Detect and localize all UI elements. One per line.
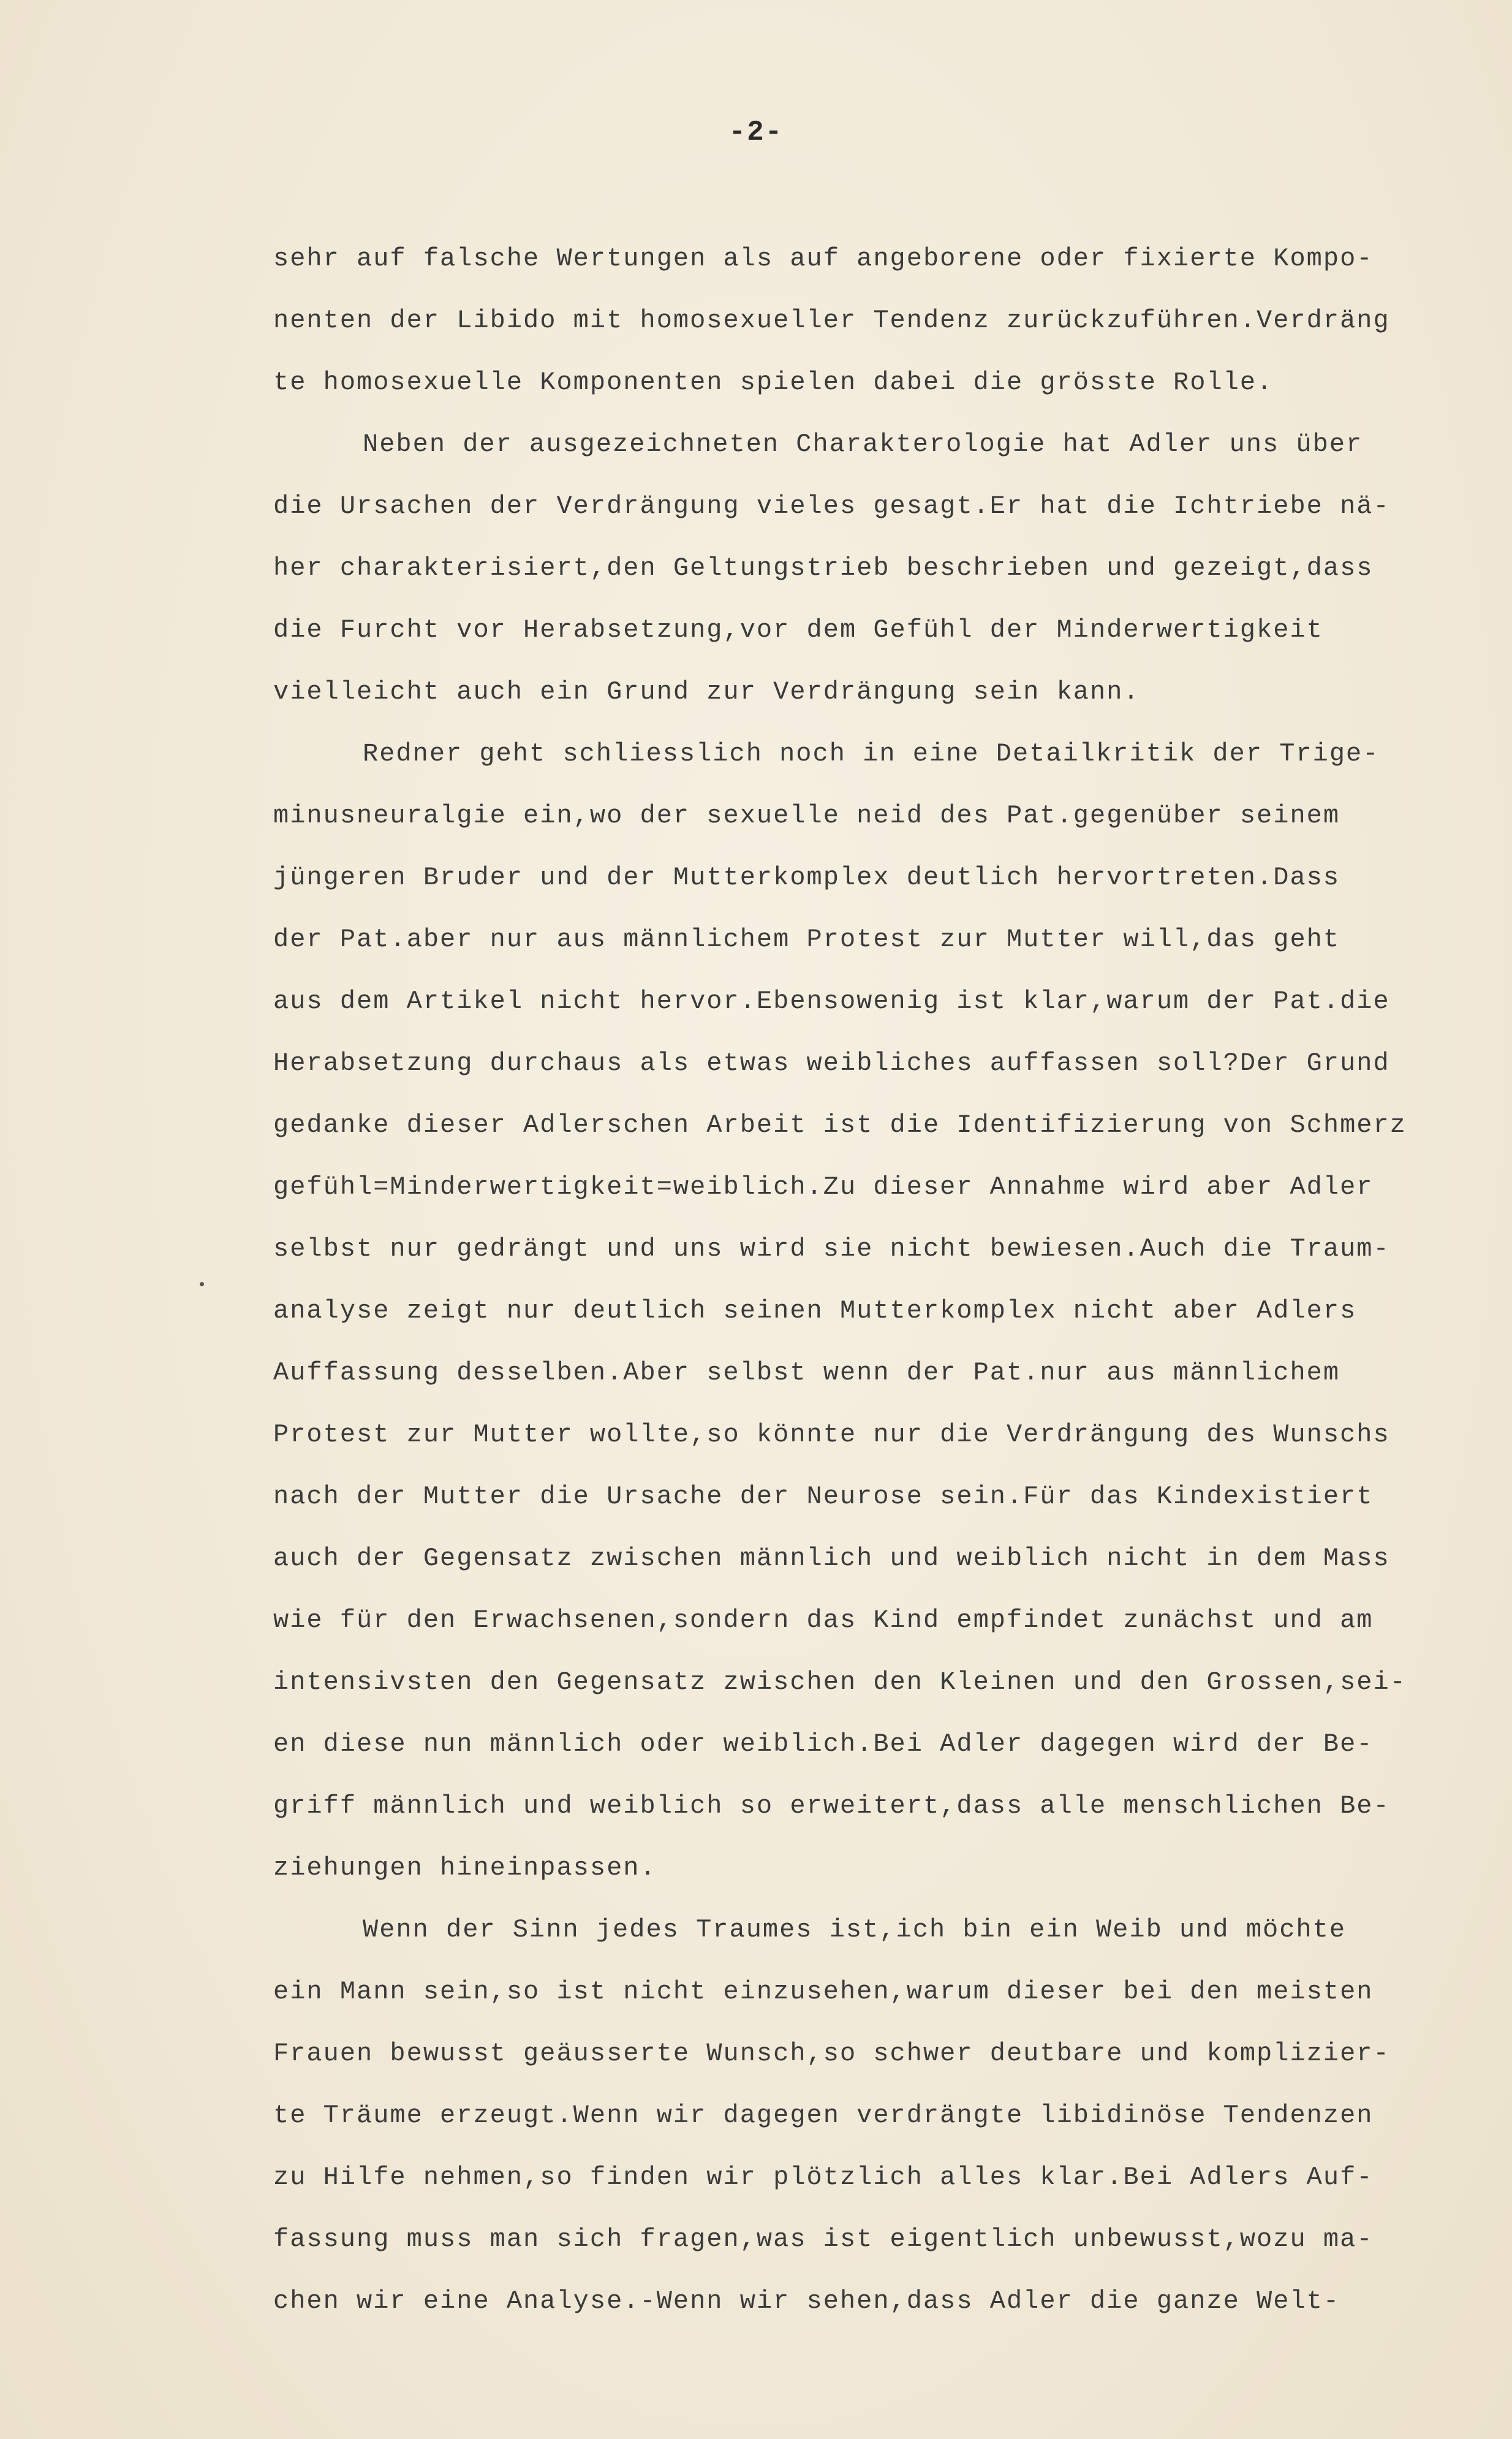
text-line: sehr auf falsche Wertungen als auf angeborene oder fixierte Kompo- bbox=[273, 244, 1374, 273]
text-line: nenten der Libido mit homosexueller Tendenz zurückzuführen.Verdräng bbox=[273, 306, 1390, 335]
text-line: chen wir eine Analyse.-Wenn wir sehen,dass Adler die ganze Welt- bbox=[273, 2286, 1340, 2316]
text-line: die Furcht vor Herabsetzung,vor dem Gefühl der Minderwertigkeit bbox=[273, 615, 1323, 645]
text-line: der Pat.aber nur aus männlichem Protest zur Mutter will,das geht bbox=[273, 925, 1340, 954]
text-line: gedanke dieser Adlerschen Arbeit ist die Identifizierung von Schmerz bbox=[273, 1110, 1407, 1140]
text-line: minusneuralgie ein,wo der sexuelle neid des Pat.gegenüber seinem bbox=[273, 801, 1340, 830]
ink-speck bbox=[200, 1282, 204, 1286]
text-line: ziehungen hineinpassen. bbox=[273, 1853, 657, 1883]
text-line: auch der Gegensatz zwischen männlich und weiblich nicht in dem Mass bbox=[273, 1544, 1390, 1573]
body-text bbox=[273, 228, 1512, 2332]
text-line: Protest zur Mutter wollte,so könnte nur die Verdrängung des Wunschs bbox=[273, 1420, 1390, 1449]
text-line: intensivsten den Gegensatz zwischen den Kleinen und den Grossen,sei- bbox=[273, 1667, 1407, 1697]
text-line: wie für den Erwachsenen,sondern das Kind empfindet zunächst und am bbox=[273, 1606, 1374, 1635]
text-line: selbst nur gedrängt und uns wird sie nicht bewiesen.Auch die Traum- bbox=[273, 1234, 1390, 1264]
text-line: aus dem Artikel nicht hervor.Ebensowenig ist klar,warum der Pat.die bbox=[273, 987, 1390, 1016]
text-line: Wenn der Sinn jedes Traumes ist,ich bin ein Weib und möchte bbox=[363, 1915, 1347, 1944]
text-line: nach der Mutter die Ursache der Neurose sein.Für das Kindexistiert bbox=[273, 1482, 1374, 1511]
text-line: Neben der ausgezeichneten Charakterologie hat Adler uns über bbox=[363, 430, 1363, 459]
text-line: fassung muss man sich fragen,was ist eigentlich unbewusst,wozu ma- bbox=[273, 2225, 1374, 2254]
text-line: vielleicht auch ein Grund zur Verdrängung sein kann. bbox=[273, 677, 1140, 707]
text-line: te Träume erzeugt.Wenn wir dagegen verdrängte libidinöse Tendenzen bbox=[273, 2101, 1374, 2130]
text-line: jüngeren Bruder und der Mutterkomplex deutlich hervortreten.Dass bbox=[273, 863, 1340, 892]
text-line: Auffassung desselben.Aber selbst wenn der Pat.nur aus männlichem bbox=[273, 1358, 1340, 1387]
text-line: zu Hilfe nehmen,so finden wir plötzlich alles klar.Bei Adlers Auf- bbox=[273, 2163, 1374, 2192]
text-line: Frauen bewusst geäusserte Wunsch,so schwer deutbare und komplizier- bbox=[273, 2039, 1390, 2068]
text-line: Herabsetzung durchaus als etwas weibliches auffassen soll?Der Grund bbox=[273, 1049, 1390, 1078]
page-number: -2- bbox=[728, 116, 784, 148]
text-line: die Ursachen der Verdrängung vieles gesagt.Er hat die Ichtriebe nä- bbox=[273, 491, 1390, 521]
text-line: Redner geht schliesslich noch in eine Detailkritik der Trige- bbox=[363, 739, 1380, 768]
text-line: te homosexuelle Komponenten spielen dabei die grösste Rolle. bbox=[273, 368, 1274, 397]
text-line: griff männlich und weiblich so erweitert,dass alle menschlichen Be- bbox=[273, 1791, 1390, 1821]
text-line: en diese nun männlich oder weiblich.Bei Adler dagegen wird der Be- bbox=[273, 1729, 1374, 1759]
text-line: ein Mann sein,so ist nicht einzusehen,warum dieser bei den meisten bbox=[273, 1977, 1374, 2006]
text-line: analyse zeigt nur deutlich seinen Mutterkomplex nicht aber Adlers bbox=[273, 1296, 1357, 1326]
text-line: her charakterisiert,den Geltungstrieb beschrieben und gezeigt,dass bbox=[273, 553, 1374, 583]
text-line: gefühl=Minderwertigkeit=weiblich.Zu dieser Annahme wird aber Adler bbox=[273, 1172, 1374, 1202]
